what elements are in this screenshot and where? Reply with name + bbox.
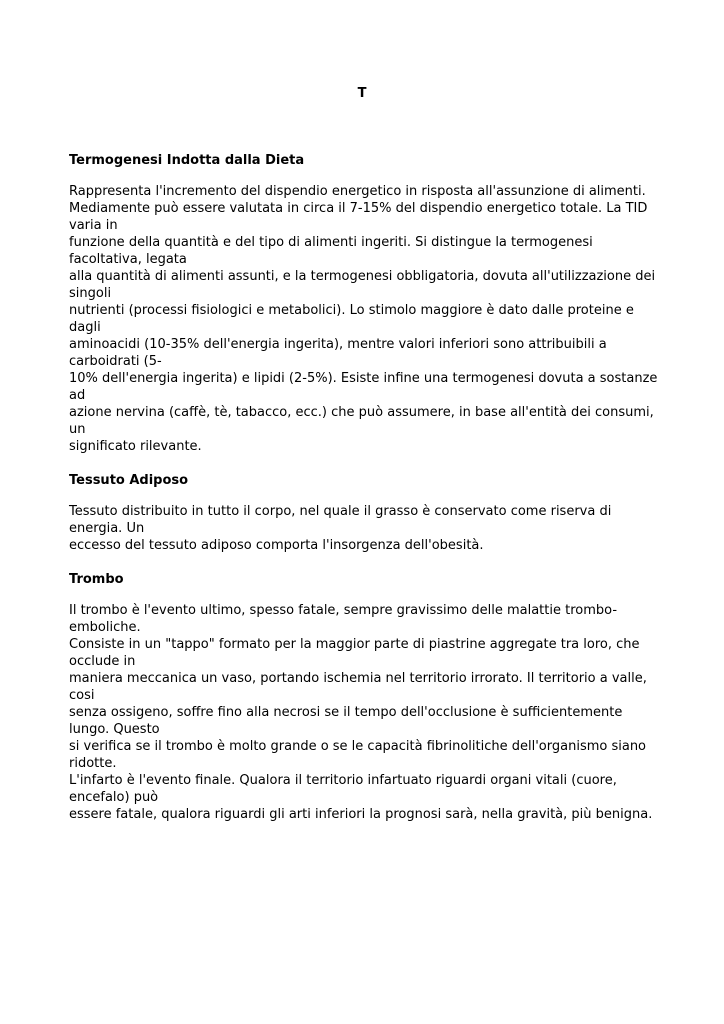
entry-title: Termogenesi Indotta dalla Dieta <box>69 153 305 168</box>
body-line: Mediamente può essere valutata in circa il 7-15% del dispendio energetico totale. La TID varia in <box>69 201 648 233</box>
body-line: L'infarto è l'evento finale. Qualora il territorio infartuato riguardi organi vitali (cuore, encefalo) può <box>69 773 617 805</box>
entry-body <box>69 503 659 554</box>
body-line: Rappresenta l'incremento del dispendio energetico in risposta all'assunzione di alimenti. <box>69 184 646 199</box>
section-letter-heading: T <box>357 86 367 101</box>
body-line: Consiste in un "tappo" formato per la maggior parte di piastrine aggregate tra loro, che occlude in <box>69 637 640 669</box>
body-line: funzione della quantità e del tipo di alimenti ingeriti. Si distingue la termogenesi facoltativa, legata <box>69 235 593 267</box>
entry-title: Trombo <box>69 572 124 587</box>
entry-body <box>69 183 659 455</box>
body-line: azione nervina (caffè, tè, tabacco, ecc.) che può assumere, in base all'entità dei consumi, un <box>69 405 654 437</box>
body-line: aminoacidi (10-35% dell'energia ingerita), mentre valori inferiori sono attribuibili a carboidrati (5- <box>69 337 607 369</box>
glossary-entry <box>69 472 659 571</box>
body-line: senza ossigeno, soffre fino alla necrosi se il tempo dell'occlusione è sufficientemente lungo. Questo <box>69 705 623 737</box>
entry-title: Tessuto Adiposo <box>69 473 189 488</box>
body-line: nutrienti (processi fisiologici e metabolici). Lo stimolo maggiore è dato dalle proteine e dagli <box>69 303 634 335</box>
body-line: si verifica se il trombo è molto grande o se le capacità fibrinolitiche dell'organismo siano ridotte. <box>69 739 647 771</box>
body-line: alla quantità di alimenti assunti, e la termogenesi obbligatoria, dovuta all'utilizzazione dei singoli <box>69 269 656 301</box>
glossary-content <box>69 152 659 823</box>
body-line: Tessuto distribuito in tutto il corpo, nel quale il grasso è conservato come riserva di energia. Un <box>69 504 612 536</box>
body-line: essere fatale, qualora riguardi gli arti inferiori la prognosi sarà, nella gravità, più benigna. <box>69 807 653 822</box>
body-line: maniera meccanica un vaso, portando ischemia nel territorio irrorato. Il territorio a valle, cosi <box>69 671 647 703</box>
body-line: Il trombo è l'evento ultimo, spesso fatale, sempre gravissimo delle malattie trombo-emboliche. <box>69 603 618 635</box>
body-line: eccesso del tessuto adiposo comporta l'insorgenza dell'obesità. <box>69 538 484 553</box>
body-line: 10% dell'energia ingerita) e lipidi (2-5%). Esiste infine una termogenesi dovuta a sostanze ad <box>69 371 658 403</box>
glossary-entry <box>69 152 659 472</box>
glossary-entry <box>69 571 659 823</box>
entry-body <box>69 602 659 823</box>
body-line: significato rilevante. <box>69 439 202 454</box>
